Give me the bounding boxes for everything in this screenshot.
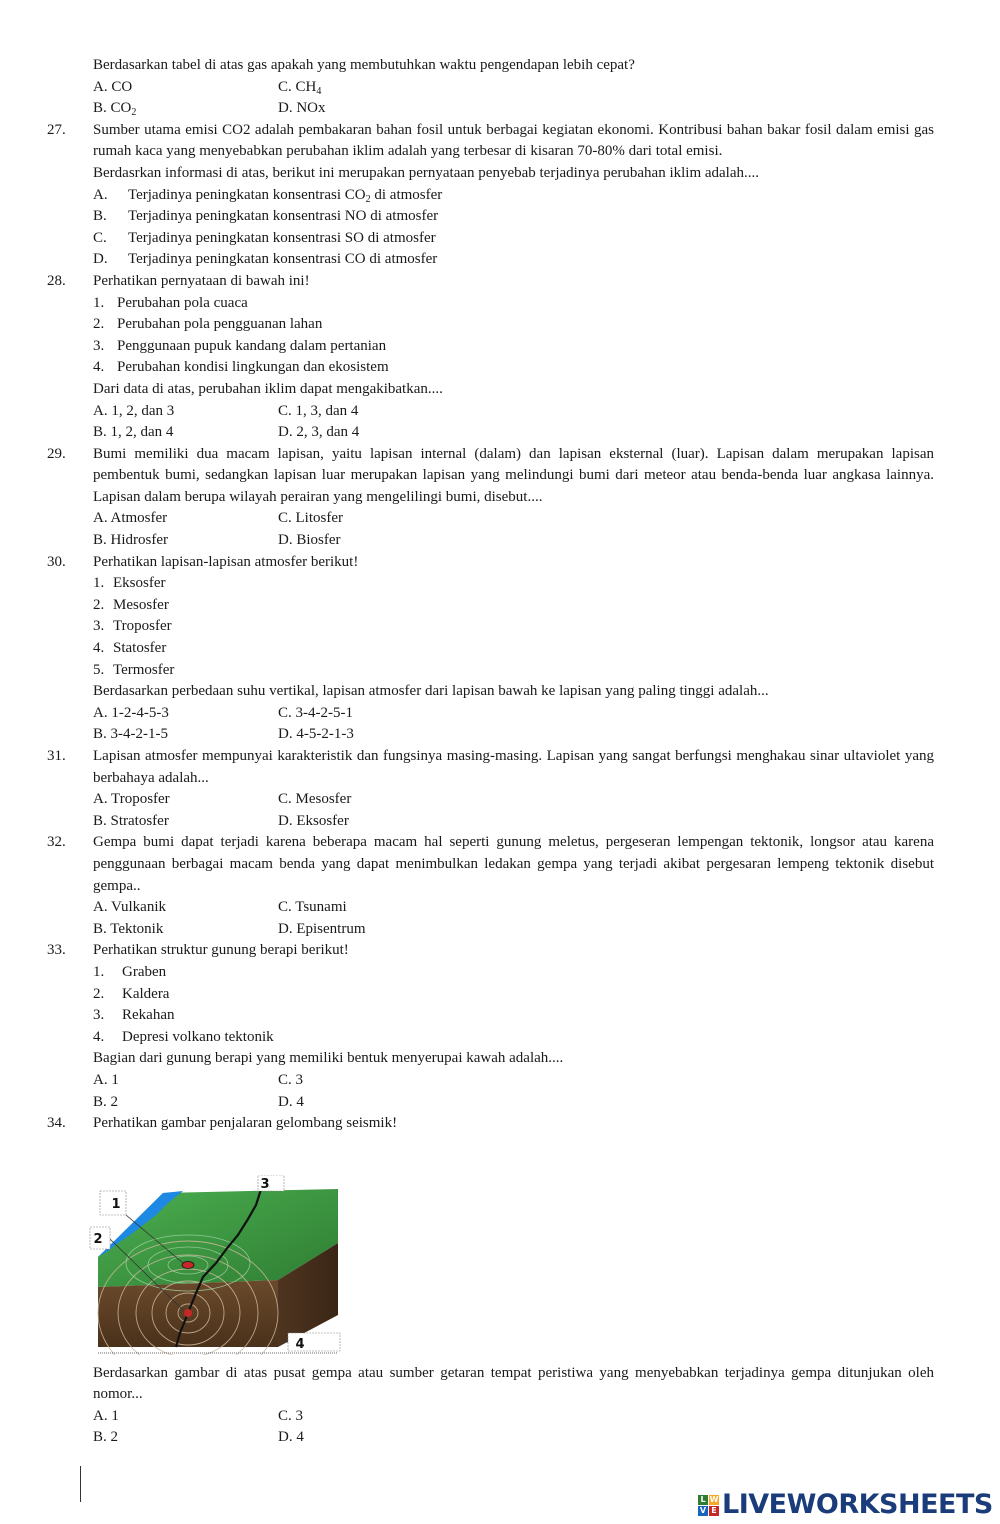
option-a[interactable]: A. Atmosfer xyxy=(93,510,168,527)
option-c[interactable]: C. Terjadinya peningkatan konsentrasi SO di atmosfer xyxy=(93,229,436,246)
question-prompt: Berdasarkan gambar di atas pusat gempa atau sumber getaran tempat peristiwa yang menyebabkan terjadinya gempa ditunjukan oleh nomor... xyxy=(93,1364,934,1403)
list-item: 4. Perubahan kondisi lingkungan dan ekosistem xyxy=(93,359,389,376)
option-c[interactable]: C. 1, 3, dan 4 xyxy=(278,402,359,419)
option-c[interactable]: C. 3 xyxy=(278,1407,304,1424)
option-c[interactable]: C. $CH_4$ xyxy=(278,78,322,97)
option-d[interactable]: D. 2, 3, dan 4 xyxy=(278,424,360,441)
list-item: 4. Statosfer xyxy=(93,640,167,657)
question-number: 28. xyxy=(47,272,66,289)
option-c[interactable]: C. Litosfer xyxy=(278,510,343,527)
option-c[interactable]: C. 3-4-2-5-1 xyxy=(278,704,353,721)
question-prompt: Dari data di atas, perubahan iklim dapat mengakibatkan.... xyxy=(93,380,443,397)
question-text: Bumi memiliki dua macam lapisan, yaitu lapisan internal (dalam) dan lapisan eksternal (luar). Lapisan dalam merupakan lapisan pembentuk bumi, sedangkan lapisan luar merupakan lapisan yang melindungi bumi dari meteor atau benda-benda luar angkasa lainnya. Lapisan dalam berupa wilayah perairan yang mengelilingi bumi, disebut.... xyxy=(93,445,934,505)
option-c[interactable]: C. 3 xyxy=(278,1071,304,1088)
list-item: 2. Mesosfer xyxy=(93,596,169,613)
question-number: 31. xyxy=(47,748,66,764)
option-b[interactable]: B. 2 xyxy=(93,1093,119,1110)
question-number: 30. xyxy=(47,553,66,570)
list-item: 1. Graben xyxy=(93,963,167,980)
question-prompt: Bagian dari gunung berapi yang memiliki bentuk menyerupai kawah adalah.... xyxy=(93,1050,564,1067)
option-d[interactable]: D. NOx xyxy=(278,100,326,117)
option-d[interactable]: D. Episentrum xyxy=(278,920,366,937)
question-29 xyxy=(0,444,1000,509)
option-b[interactable]: B. Tektonik xyxy=(93,920,164,937)
list-item: 2. Kaldera xyxy=(93,985,170,1002)
epicenter-mark xyxy=(182,1261,194,1268)
figure-label-2: 2 xyxy=(93,1231,103,1247)
option-a[interactable]: A. 1-2-4-5-3 xyxy=(93,704,169,721)
question-text: Berdasarkan tabel di atas gas apakah yang membutuhkan waktu pengendapan lebih cepat? xyxy=(93,57,635,73)
list-item: 3. Troposfer xyxy=(93,618,172,635)
logo-text: LIVEWORKSHEETS xyxy=(722,1489,993,1521)
earthquake-block-diagram xyxy=(88,1175,348,1355)
question-28 xyxy=(0,271,1000,293)
question-32 xyxy=(0,832,1000,897)
logo-mark-icon: L W V E xyxy=(699,1494,719,1515)
question-30 xyxy=(0,552,1000,574)
option-a[interactable]: A. Troposfer xyxy=(93,791,170,808)
option-a[interactable]: A. 1 xyxy=(93,1407,119,1424)
option-b[interactable]: B. 2 xyxy=(93,1429,119,1446)
option-d[interactable]: D. Biosfer xyxy=(278,532,341,549)
option-d[interactable]: D. 4 xyxy=(278,1429,304,1446)
option-a[interactable]: A. CO xyxy=(93,78,133,95)
option-a[interactable]: A. 1 xyxy=(93,1071,119,1088)
option-b[interactable]: B. 3-4-2-1-5 xyxy=(93,726,168,743)
question-number: 33. xyxy=(47,942,66,959)
question-number: 27. xyxy=(47,121,66,138)
question-31 xyxy=(0,746,1000,789)
question-34 xyxy=(0,1113,1000,1135)
option-c[interactable]: C. Tsunami xyxy=(278,899,347,916)
question-text: Gempa bumi dapat terjadi karena beberapa macam hal seperti gunung meletus, pergeseran lempengan tektonik, longsor atau karena penggunaan berbagai macam benda yang dapat menimbulkan ledakan gempa yang terjadi akibat pergesaran lempeng tektonik disebut gempa.. xyxy=(93,834,934,894)
option-a[interactable]: A. Terjadinya peningkatan konsentrasi $CO_2$ di atmosfer xyxy=(93,186,443,205)
list-item: 1. Perubahan pola cuaca xyxy=(93,294,248,311)
question-prompt: Berdasrkan informasi di atas, berikut ini merupakan pernyataan penyebab terjadinya perubahan iklim adalah.... xyxy=(93,164,760,181)
question-33 xyxy=(0,940,1000,962)
option-d[interactable]: D. Terjadinya peningkatan konsentrasi CO di atmosfer xyxy=(93,251,438,268)
figure-label-3: 3 xyxy=(260,1176,270,1192)
worksheet-page xyxy=(0,55,1000,1449)
question-text: Perhatikan struktur gunung berapi berikut! xyxy=(93,942,349,959)
page-divider xyxy=(80,1466,81,1502)
option-b[interactable]: B. Terjadinya peningkatan konsentrasi NO di atmosfer xyxy=(93,208,439,225)
option-c[interactable]: C. Mesosfer xyxy=(278,791,352,808)
figure-label-4: 4 xyxy=(295,1336,305,1352)
option-a[interactable]: A. Vulkanik xyxy=(93,899,166,916)
option-b[interactable]: B. Stratosfer xyxy=(93,812,169,829)
seismic-wave-figure xyxy=(0,1135,1000,1363)
question-number: 32. xyxy=(47,834,66,851)
option-d[interactable]: D. 4-5-2-1-3 xyxy=(278,726,354,743)
list-item: 5. Termosfer xyxy=(93,661,175,678)
question-text: Perhatikan pernyataan di bawah ini! xyxy=(93,272,310,289)
figure-label-1: 1 xyxy=(111,1196,121,1212)
list-item: 2. Perubahan pola pengguanan lahan xyxy=(93,316,323,333)
question-prompt: Berdasarkan perbedaan suhu vertikal, lapisan atmosfer dari lapisan bawah ke lapisan yang paling tinggi adalah... xyxy=(93,683,769,700)
liveworksheets-logo[interactable] xyxy=(698,1488,993,1522)
option-b[interactable]: B. $CO_2$ xyxy=(93,100,137,119)
question-text: Perhatikan lapisan-lapisan atmosfer berikut! xyxy=(93,553,359,570)
list-item: 3. Rekahan xyxy=(93,1007,175,1024)
question-text: Sumber utama emisi CO2 adalah pembakaran bahan fosil untuk berbagai kegiatan ekonomi. Kontribusi bahan bakar fosil dalam emisi gas rumah kaca yang menyebabkan perubahan iklim adalah yang terbesar di kisaran 70-80% dari total emisi. xyxy=(93,121,934,160)
hypocenter-mark xyxy=(184,1309,192,1317)
question-text: Perhatikan gambar penjalaran gelombang seismik! xyxy=(93,1115,398,1132)
question-number: 29. xyxy=(47,445,66,462)
option-a[interactable]: A. 1, 2, dan 3 xyxy=(93,402,175,419)
list-item: 3. Penggunaan pupuk kandang dalam pertanian xyxy=(93,337,387,354)
question-34-prompt xyxy=(0,1363,1000,1406)
question-number: 34. xyxy=(47,1115,66,1132)
list-item: 4. Depresi volkano tektonik xyxy=(93,1028,274,1045)
list-item: 1. Eksosfer xyxy=(93,575,166,592)
option-d[interactable]: D. Eksosfer xyxy=(278,812,349,829)
option-b[interactable]: B. Hidrosfer xyxy=(93,532,168,549)
question-27 xyxy=(0,120,1000,185)
option-d[interactable]: D. 4 xyxy=(278,1093,304,1110)
option-b[interactable]: B. 1, 2, dan 4 xyxy=(93,424,174,441)
question-text: Lapisan atmosfer mempunyai karakteristik dan fungsinya masing-masing. Lapisan yang sangat berfungsi menghakau sinar ultaviolet yang berbahaya adalah... xyxy=(93,748,934,786)
